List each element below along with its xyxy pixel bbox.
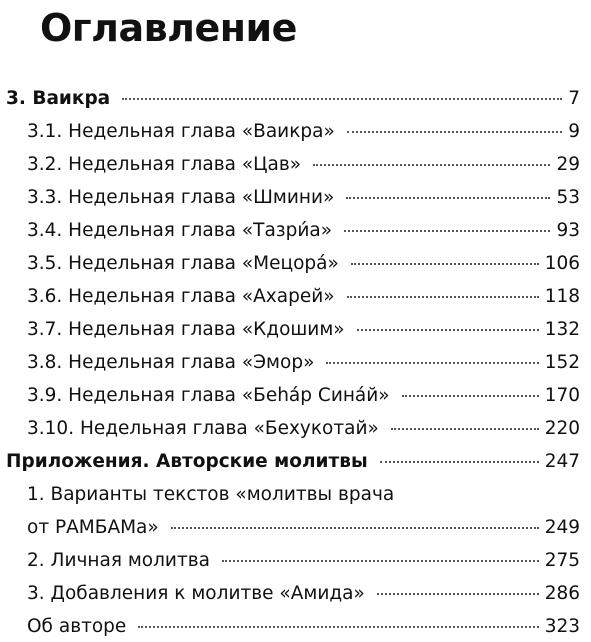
toc-dot-leader	[347, 296, 539, 298]
toc-entry-label: 3.8. Недельная глава «Эмор»	[27, 352, 315, 373]
toc-entry-appendix[interactable]	[6, 447, 580, 477]
toc-dot-leader	[346, 197, 550, 199]
toc-entry-label: 3. Ваикра	[6, 88, 111, 109]
toc-dot-leader	[122, 98, 562, 100]
toc-entry-label: от РАМБАМа»	[27, 517, 159, 538]
toc-entry-appendix-3[interactable]	[27, 579, 580, 609]
toc-entry-label-line1[interactable]: 1. Варианты текстов «молитвы врача	[27, 484, 395, 505]
toc-page-number: 53	[556, 187, 580, 208]
toc-dot-leader	[377, 593, 539, 595]
toc-dot-leader	[344, 230, 550, 232]
toc-entry-label: Приложения. Авторские молитвы	[6, 451, 368, 472]
toc-entry-3-9[interactable]	[27, 381, 580, 411]
toc-entry-3-4[interactable]	[27, 216, 580, 246]
toc-dot-leader	[313, 164, 550, 166]
toc-page-number: 106	[544, 253, 580, 274]
toc-page-number: 132	[544, 319, 580, 340]
toc-dot-leader	[357, 329, 539, 331]
toc-page-number: 275	[544, 550, 580, 571]
toc-page-number: 152	[544, 352, 580, 373]
toc-page-number: 93	[556, 220, 580, 241]
toc-entry-3-10[interactable]	[27, 414, 580, 444]
toc-page-number: 249	[544, 517, 580, 538]
toc-dot-leader	[391, 428, 539, 430]
toc-entry-label: 3.10. Недельная глава «Бехукотай»	[27, 418, 379, 439]
toc-dot-leader	[347, 131, 562, 133]
toc-entry-label: 3.5. Недельная глава «Мецора́»	[27, 253, 339, 274]
toc-page-number: 118	[544, 286, 580, 307]
toc-dot-leader	[402, 395, 539, 397]
toc-entry-3-5[interactable]	[27, 249, 580, 279]
toc-entry-label: 2. Личная молитва	[27, 550, 210, 571]
toc-entry-section-3[interactable]	[6, 84, 580, 114]
toc-dot-leader	[351, 263, 539, 265]
toc-page-number: 247	[544, 451, 580, 472]
toc-entry-label: 3.9. Недельная глава «Беhа́р Сина́й»	[27, 385, 390, 406]
toc-page-number: 286	[544, 583, 580, 604]
toc-entry-label: 3.3. Недельная глава «Шмини»	[27, 187, 335, 208]
toc-page-number: 220	[544, 418, 580, 439]
toc-entry-3-2[interactable]	[27, 150, 580, 180]
toc-page-number: 9	[568, 121, 580, 142]
toc-entry-label: 3.1. Недельная глава «Ваикра»	[27, 121, 335, 142]
toc-entry-label: 3.7. Недельная глава «Кдошим»	[27, 319, 345, 340]
toc-page-number: 323	[544, 616, 580, 637]
toc-page-number: 170	[544, 385, 580, 406]
toc-dot-leader	[222, 560, 539, 562]
toc-entry-label: 3.4. Недельная глава «Тазри́а»	[27, 220, 333, 241]
toc-entry-3-1[interactable]	[27, 117, 580, 147]
toc-entry-appendix-1[interactable]	[27, 513, 580, 543]
toc-entry-3-6[interactable]	[27, 282, 580, 312]
toc-entry-label: 3.2. Недельная глава «Цав»	[27, 154, 302, 175]
toc-dot-leader	[326, 362, 538, 364]
toc-entry-about-author[interactable]	[27, 612, 580, 642]
toc-entry-label: Об авторе	[27, 616, 127, 637]
toc-dot-leader	[138, 626, 538, 628]
toc-entry-3-3[interactable]	[27, 183, 580, 213]
page-title: Оглавление	[40, 6, 297, 50]
toc-entry-3-8[interactable]	[27, 348, 580, 378]
toc-entry-label: 3.6. Недельная глава «Ахарей»	[27, 286, 335, 307]
toc-entry-label: 3. Добавления к молитве «Амида»	[27, 583, 365, 604]
toc-entry-3-7[interactable]	[27, 315, 580, 345]
toc-page-number: 29	[556, 154, 580, 175]
toc-dot-leader	[171, 527, 539, 529]
toc-entry-appendix-2[interactable]	[27, 546, 580, 576]
toc-page-number: 7	[568, 88, 580, 109]
toc-dot-leader	[380, 461, 539, 463]
